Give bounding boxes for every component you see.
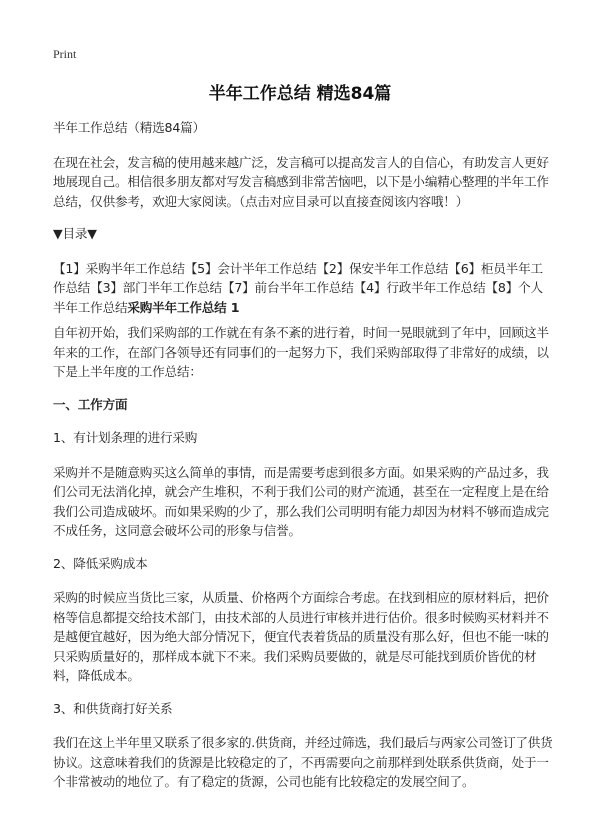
paragraph-reduce-cost: 采购的时候应当货比三家，从质量、价格两个方面综合考虑。在找到相应的原材料后，把价格等信息都提交给技术部门，由技术部的人员进行审核并进行估价。很多时候购买材料并不是越便宜越好，因为绝大部分情况下，便宜代表着货品的质量没有那么好，但也不能一味的只采购质量好的，那样成本就下不来。我们采购员要做的，就是尽可能找到质价皆优的材料，降低成本。 [53,590,549,683]
toc-link-3[interactable]: 【3】部门半年工作总结 [90,280,222,295]
subheading-supplier-relations: 3、和供货商打好关系 [53,700,173,716]
table-of-contents [53,259,553,318]
page-title: 半年工作总结 精选84篇 [208,84,392,104]
toc-link-4[interactable]: 【4】行政半年工作总结 [353,280,486,295]
subheading-reduce-cost: 2、降低采购成本 [53,555,148,571]
article-content [53,118,553,805]
toc-link-1[interactable]: 【1】采购半年工作总结 [53,260,185,276]
section-heading-work: 一、工作方面 [53,396,128,412]
article-subtitle: 半年工作总结（精选84篇） [53,120,205,135]
section-anchor-title: 采购半年工作总结 1 [127,299,240,315]
opening-paragraph: 自年初开始，我们采购部的工作就在有条不紊的进行着，时间一晃眼就到了年中，回顾这半年来的工作，在部门各领导还有同事们的一起努力下，我们采购部取得了非常好的成绩，以下是上半年度的工作总结： [53,325,549,379]
intro-paragraph: 在现在社会，发言稿的使用越来越广泛，发言稿可以提高发言人的自信心，有助发言人更好地展现自己。相信很多朋友都对写发言稿感到非常苦恼吧，以下是小编精心整理的半年工作总结，仅供参考，欢迎大家阅读。（点击对应目录可以直接查阅该内容哦！） [53,154,549,209]
paragraph-planned-purchasing: 采购并不是随意购买这么简单的事情，而是需要考虑到很多方面。如果采购的产品过多，我们公司无法消化掉，就会产生堆积，不利于我们公司的财产流通，甚至在一定程度上是在给我们公司造成破坏。而如果采购的少了，那么我们公司明明有能力却因为材料不够而造成完不成任务，这同意会破坏公司的形象与信誉。 [53,464,549,538]
toc-heading: ▼目录▼ [53,226,97,241]
toc-link-2[interactable]: 【2】保安半年工作总结 [316,260,449,276]
toc-link-5[interactable]: 【5】会计半年工作总结 [184,260,317,276]
toc-link-7[interactable]: 【7】前台半年工作总结 [221,280,354,295]
subheading-planned-purchasing: 1、有计划条理的进行采购 [53,430,198,445]
toc-link-8[interactable]: 【8】个人半年工作总结 [53,280,543,315]
toc-link-6[interactable]: 【6】柜员半年工作总结 [53,260,543,295]
paragraph-supplier-relations: 我们在这上半年里又联系了很多家的.供货商，并经过筛选，我们最后与两家公司签订了供货协议。这意味着我们的货源是比较稳定的了，不再需要向之前那样到处联系供货商，处于一个非常被动的地位了。有了稳定的货源，公司也能有比较稳定的发展空间了。 [53,735,553,789]
print-link[interactable]: Print [53,47,77,61]
